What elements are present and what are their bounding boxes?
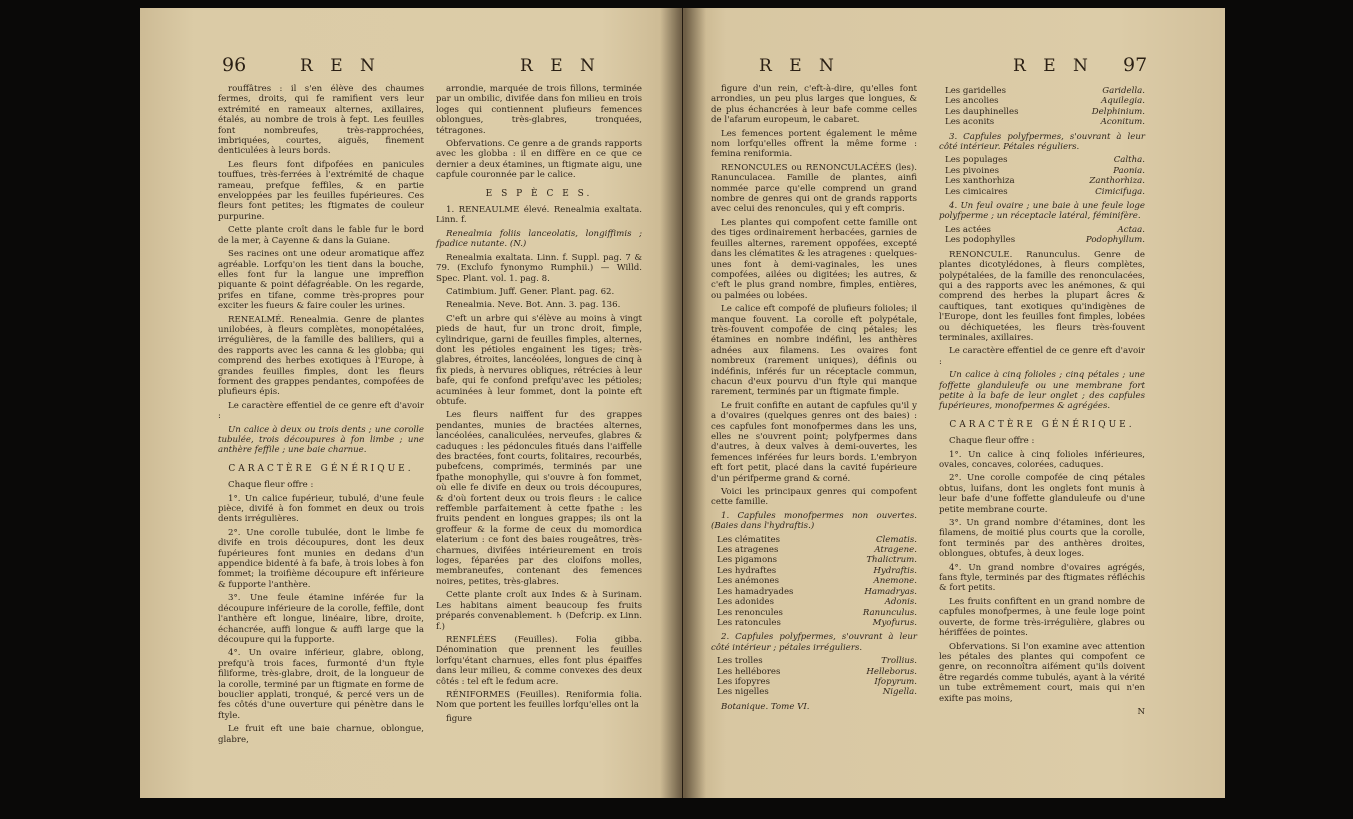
genus-latin-name: Ranunculus. (862, 607, 917, 618)
right-col1-intro (711, 84, 917, 532)
paragraph: RENFLÉES (Feuilles). Folia gibba. Dénomination que prennent les feuilles lorfqu'étant charnues, elles font plus épaiffes dans leur milieu, & comme convexes des deux côtés : tel eft le fedum acre. (436, 634, 642, 687)
genus-row (945, 117, 1145, 127)
genus-french-name: Les pigamons (717, 555, 778, 566)
genus-french-name: Les clématites (717, 534, 781, 545)
genus-french-name: Les aconits (945, 117, 995, 128)
paragraph: Un calice à cinq folioles ; cinq pétales ; une foffette glanduleufe ou une membrane fort petite à la bafe de leur onglet ; des capfules fupérieures, monofpermes & agrégées. (939, 370, 1145, 412)
genus-row (717, 555, 917, 565)
genus-latin-name: Adonis. (884, 597, 917, 608)
right-page-number: 97 (1123, 54, 1148, 76)
right-page (683, 8, 1225, 798)
genera-list-1 (717, 535, 917, 629)
genus-french-name: Les renoncules (717, 607, 783, 618)
genus-row (717, 535, 917, 545)
paragraph: Renealmia exaltata. Linn. f. Suppl. pag. 7 & 79. (Exclufo fynonymo Rumphii.) — Willd. Spec. Plant. vol. 1. pag. 8. (436, 252, 642, 284)
right-running-head: R E N (759, 56, 840, 76)
genus-latin-name: Aquilegia. (1101, 96, 1145, 107)
paragraph: Cette plante croît aux Indes & à Surinam. Les habitans aiment beaucoup fes fruits préparés convenablement. ♄ (Defcrip. ex Linn. f.) (436, 590, 642, 632)
genus-french-name: Les adonides (717, 597, 775, 608)
genera-list-3 (945, 86, 1145, 128)
paragraph: Ses racines ont une odeur aromatique affez agréable. Lorfqu'on les tient dans la bouche, elles font fur la langue une impreffion piquante & point défagréable. On les regarde, prifes en tifane, comme très-propres pour exciter les fueurs & faire couler les urines. (218, 249, 424, 312)
genus-row (717, 545, 917, 555)
right-column-2 (939, 84, 1145, 720)
genus-latin-name: Hydraftis. (873, 565, 917, 576)
genus-french-name: Les xanthorhiza (945, 176, 1015, 187)
genus-french-name: Les hydraftes (717, 565, 777, 576)
genus-latin-name: Nigella. (882, 687, 917, 698)
genus-row (717, 576, 917, 586)
left-column-2 (436, 84, 642, 727)
paragraph: Le fruit confifte en autant de capfules qu'il y a d'ovaires (quelques genres ont des baies) : ces capfules font monofpermes dans les uns, elles ne s'ouvrent point; polyfpermes dans d'autres, à deux valves à demi-ouvertes, les femences inférées fur leurs bords. L'embryon eft fort petit, placé dans la cavité fupérieure d'un périfperme grand & corné. (711, 400, 917, 484)
genus-french-name: Les pivoines (945, 165, 999, 176)
right-running-head-2: R E N (1013, 56, 1094, 76)
paragraph: 4°. Un grand nombre d'ovaires agrégés, fans ftyle, terminés par des ftigmates réfléchis & fort petits. (939, 562, 1145, 594)
genus-latin-name: Clematis. (875, 534, 917, 545)
paragraph: Le calice eft compofé de plufieurs folioles; il manque fouvent. La corolle eft polypétale, très-fouvent compofée de cinq pétales; les étamines en nombre indéfini, les anthères adnées aux filamens. Les ovaires font nombreux (rarement uniques), définis ou indéfinis, inférés fur un réceptacle commun, chacun d'eux pourvu d'un ftyle qui manque rarement, terminés par un ftigmate fimple. (711, 304, 917, 398)
genus-latin-name: Hamadryas. (864, 586, 917, 597)
paragraph: 1. RENEAULME élevé. Renealmia exaltata. Linn. f. (436, 205, 642, 226)
genus-french-name: Les podophylles (945, 235, 1016, 246)
paragraph: Renealmia. Neve. Bot. Ann. 3. pag. 136. (446, 300, 621, 311)
genus-french-name: Les atragenes (717, 545, 779, 556)
paragraph: RENEALMÉ. Renealmia. Genre de plantes unilobées, à fleurs complètes, monopétalées, irrégulières, de la famille des baliliers, qui a des rapports avec les canna & les globba; qui comprend des herbes exotiques à l'Europe, à grandes feuilles fimples, dont les fleurs forment des grappes pendantes, compofées de plufieurs épis. (218, 314, 424, 398)
paragraph: Cette plante croît dans le fable fur le bord de la mer, à Cayenne & dans la Guiane. (218, 225, 424, 246)
paragraph: Les femences portent également le même nom lorfqu'elles offrent la même forme : femina reniformia. (711, 128, 917, 160)
genus-row (717, 587, 917, 597)
paragraph: CARACTÈRE GÉNÉRIQUE. (949, 419, 1135, 430)
paragraph: Les plantes qui compofent cette famille ont des tiges ordinairement herbacées, garnies de feuilles alternes, rarement oppofées, excepté dans les clématites & les atragenes : quelques-unes font à demi-vaginales, les unes compofées, ailées ou digitées; les autres, & c'eft le plus grand nombre, fimples, entières, ou palmées ou lobées. (711, 217, 917, 301)
genus-french-name: Les ratoncules (717, 617, 781, 628)
genus-french-name: Les hamadryades (717, 586, 794, 597)
genus-latin-name: Anemone. (873, 576, 917, 587)
right-col2-mid1: 3. Capfules polyfpermes, s'ouvrant à leur côté intérieur. Pétales réguliers. (939, 131, 1145, 153)
open-book (140, 8, 1225, 798)
genus-row (717, 687, 917, 697)
paragraph: Le fruit eft une baie charnue, oblongue, glabre, (218, 724, 424, 745)
paragraph: Catimbium. Juff. Gener. Plant. pag. 62. (446, 286, 615, 297)
genus-latin-name: Atragene. (874, 545, 917, 556)
paragraph: Obfervations. Ce genre a de grands rapports avec les globba : il en diffère en ce que ce dernier a deux étamines, un ftigmate aigu, une capfule couronnée par le calice. (436, 139, 642, 181)
paragraph: 2°. Une corolle tubulée, dont le limbe fe divife en trois découpures, dont les deux fupérieures font munies en dedans d'un appendice bidenté à fa bafe, à trois lobes à fon fommet; la troifième découpure eft inférieure & fupporte l'anthère. (218, 527, 424, 590)
genus-latin-name: Delphinium. (1091, 106, 1145, 117)
genus-row (945, 166, 1145, 176)
paragraph: RÉNIFORMES (Feuilles). Reniformia folia. Nom que portent les feuilles lorfqu'elles ont la (436, 689, 642, 711)
paragraph: 4°. Un ovaire inférieur, glabre, oblong, prefqu'à trois faces, furmonté d'un ftyle filiforme, très-glabre, droit, de la longueur de la corolle, terminé par un ftigmate en forme de bouclier applati, tronqué, & percé vers un de fes côtés d'une ouverture qui pénètre dans le ftyle. (218, 648, 424, 721)
genus-french-name: Les ancolies (945, 96, 999, 107)
left-page-number: 96 (222, 54, 247, 76)
genus-latin-name: Zanthorhiza. (1089, 176, 1145, 187)
paragraph: E S P È C E S. (485, 188, 593, 199)
paragraph: 2°. Une corolle compofée de cinq pétales obtus, luifans, dont les onglets font munis à leur bafe d'une foffette glanduleufe ou d'une petite membrane courte. (939, 473, 1145, 515)
genus-french-name: Les trolles (717, 656, 763, 667)
genus-row (717, 608, 917, 618)
left-running-head: R E N (300, 56, 381, 76)
genus-latin-name: Aconitum. (1100, 117, 1145, 128)
paragraph: Les fruits confiftent en un grand nombre de capfules monofpermes, à une feule loge point ouverte, de forme très-irrégulière, glabres ou hériffées de pointes. (939, 596, 1145, 639)
genus-row (945, 96, 1145, 106)
paragraph: Les fleurs naiffent fur des grappes pendantes, munies de bractées alternes, lancéolées, canaliculées, nerveufes, glabres & caduques : les pédoncules fitués dans l'aiffelle des bractées, font courts, folitaires, recourbés, pubefcens, comprimés, terminés par une fpathe monophylle, qui s'ouvre à fon fommet, où elle fe divife en deux ou trois découpures, & d'où fortent deux ou trois fleurs : le calice reffemble parfaitement à cette fpathe : les fruits pendent en longues grappes; ils ont la groffeur & la forme de ceux du momordica elaterium : ce font des baies rougeâtres, très-charnues, divifées intérieurement en trois loges, féparées par des cloifons molles, membraneufes, contenant des femences noires, petites, très-glabres. (436, 410, 642, 587)
paragraph: Les fleurs font difpofées en panicules touffues, très-ferrées à l'extrémité de chaque rameau, prefque feffiles, & en partie enveloppées par les feuilles fupérieures. Ces fleurs font petites; les ftigmates de couleur purpurine. (218, 159, 424, 222)
paragraph: Chaque fleur offre : (949, 436, 1035, 447)
paragraph: arrondie, marquée de trois fillons, terminée par un ombilic, divifée dans fon milieu en trois loges qui contiennent plufieurs femences oblongues, très-glabres, tronquées, tétragones. (436, 84, 642, 136)
genera-list-4 (945, 155, 1145, 197)
right-column-1 (711, 84, 917, 715)
paragraph: Chaque fleur offre : (228, 480, 314, 491)
left-column-1 (218, 84, 424, 748)
left-page (140, 8, 682, 798)
genus-latin-name: Caltha. (1113, 155, 1145, 166)
genus-latin-name: Paonia. (1113, 165, 1145, 176)
paragraph: RENONCULES ou RENONCULACÉES (les). Ranunculacea. Famille de plantes, ainfi nommée parce qu'elle comprend un grand nombre de genres qui ont de grands rapports avec celui des renoncules, qui y eft compris. (711, 162, 917, 215)
genus-row (945, 86, 1145, 96)
genus-row (717, 656, 917, 666)
genus-row (717, 667, 917, 677)
genus-latin-name: Helleborus. (866, 666, 917, 677)
genus-french-name: Les hellébores (717, 666, 781, 677)
signature-mark: N (1137, 706, 1145, 717)
genus-french-name: Les nigelles (717, 687, 769, 698)
genus-row (945, 155, 1145, 165)
genus-latin-name: Thalictrum. (866, 555, 917, 566)
paragraph: figure (446, 713, 472, 724)
paragraph: Le caractère effentiel de ce genre eft d'avoir : (218, 400, 424, 422)
genus-row (717, 677, 917, 687)
paragraph: 1. Capfules monofpermes non ouvertes. (Baies dans l'hydraftis.) (711, 510, 917, 532)
genus-french-name: Les dauphinelles (945, 106, 1019, 117)
paragraph: C'eft un arbre qui s'élève au moins à vingt pieds de haut, fur un tronc droit, fimple, cylindrique, garni de feuilles fimples, alternes, dont les pétioles engainent les tiges; très-glabres, étroites, lancéolées, longues de cinq à fix pieds, à nervures obliques, rétrécies à leur bafe, qui fe confond prefqu'avec les pétioles; acuminées à leur fommet, dont la pointe eft obtufe. (436, 313, 642, 407)
genera-list-5 (945, 225, 1145, 246)
genus-latin-name: Ifopyrum. (874, 676, 917, 687)
paragraph: figure d'un rein, c'eft-à-dire, qu'elles font arrondies, un peu plus larges que longues, & de plus échancrées à leur bafe comme celles de l'afarum europeum, le cabaret. (711, 84, 917, 126)
genus-latin-name: Podophyllum. (1085, 235, 1145, 246)
paragraph: rouffâtres : il s'en élève des chaumes fermes, droits, qui fe ramifient vers leur extrémité en rameaux alternes, axillaires, étalés, au nombre de trois à fept. Les feuilles font nombreufes, très-rapprochées, imbriquées, courtes, aiguës, finement denticulées à leurs bords. (218, 84, 424, 157)
genus-row (945, 107, 1145, 117)
genus-latin-name: Garidella. (1102, 86, 1145, 96)
genus-row (945, 187, 1145, 197)
paragraph: Obfervations. Si l'on examine avec attention les pétales des plantes qui compofent ce genre, on reconnoîtra aifément qu'ils doivent être regardés comme tubulés, ayant à la vérité un tube extrêmement court, mais qui n'en exifte pas moins, (939, 641, 1145, 704)
genus-french-name: Les ifopyres (717, 676, 770, 687)
genus-french-name: Les actées (945, 224, 991, 235)
right-col2-mid2: 4. Un feul ovaire ; une baie à une feule loge polyfperme ; un réceptacle latéral, féminifère. (939, 201, 1145, 222)
genus-french-name: Les anémones (717, 576, 780, 587)
genus-latin-name: Cimicifuga. (1095, 186, 1145, 197)
genus-row (717, 618, 917, 628)
genus-latin-name: Actaa. (1117, 224, 1145, 235)
genus-french-name: Les garidelles (945, 86, 1006, 96)
right-col2-tail (939, 250, 1145, 704)
paragraph: Un calice à deux ou trois dents ; une corolle tubulée, trois découpures à fon limbe ; une anthère feffile ; une baie charnue. (218, 424, 424, 456)
paragraph: RENONCULE. Ranunculus. Genre de plantes dicotylédones, à fleurs complètes, polypétalées, de la famille des renonculacées, qui a des rapports avec les anémones, & qui comprend des herbes la plupart âcres & cauftiques, tant exotiques qu'indigènes de l'Europe, dont les feuilles font fimples, lobées ou déchiquetées, les fleurs très-fouvent terminales, axillaires. (939, 249, 1145, 343)
paragraph: 1°. Un calice fupérieur, tubulé, d'une feule pièce, divifé à fon fommet en deux ou trois dents irrégulières. (218, 493, 424, 525)
left-running-head-2: R E N (520, 56, 601, 76)
paragraph: 3°. Une feule étamine inférée fur la découpure inférieure de la corolle, feffile, dont l'anthère eft longue, linéaire, libre, droite, échancrée, auffi longue & auffi large que la découpure qui la fupporte. (218, 593, 424, 645)
paragraph: 1°. Un calice à cinq folioles inférieures, ovales, concaves, colorées, caduques. (939, 449, 1145, 470)
genus-row (945, 176, 1145, 186)
right-col1-mid: 2. Capfules polyfpermes, s'ouvrant à leur côté intérieur ; pétales irréguliers. (711, 632, 917, 653)
paragraph: Le caractère effentiel de ce genre eft d'avoir : (939, 346, 1145, 367)
paragraph: 3°. Un grand nombre d'étamines, dont les filamens, de moitié plus courts que la corolle, font terminés par des anthères droites, oblongues, obtufes, à deux loges. (939, 518, 1145, 560)
paragraph: Renealmia foliis lanceolatis, longiffimis ; fpadice nutante. (N.) (436, 228, 642, 250)
genus-row (945, 225, 1145, 235)
genus-french-name: Les cimicaires (945, 186, 1008, 197)
paragraph: CARACTÈRE GÉNÉRIQUE. (228, 463, 414, 474)
genus-row (717, 597, 917, 607)
paragraph: Voici les principaux genres qui compofent cette famille. (711, 487, 917, 508)
genera-list-2 (717, 656, 917, 698)
genus-latin-name: Trollius. (881, 656, 917, 667)
genus-row (945, 235, 1145, 245)
genus-french-name: Les populages (945, 155, 1008, 166)
genus-row (717, 566, 917, 576)
genus-latin-name: Myofurus. (872, 617, 917, 628)
volume-footer: Botanique. Tome VI. (721, 701, 810, 712)
